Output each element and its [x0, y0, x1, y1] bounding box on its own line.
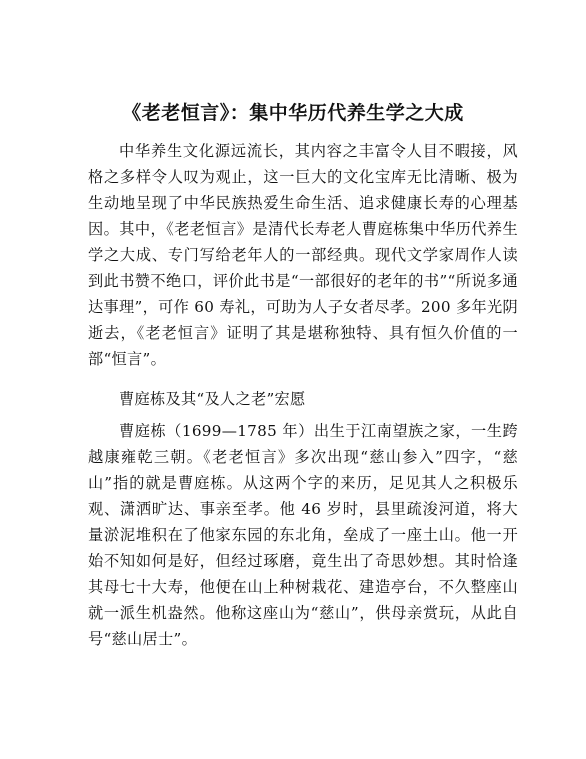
paragraph-2-container	[88, 418, 518, 652]
section-heading: 曹庭栋及其“及人之老”宏愿	[119, 390, 306, 408]
document-title: 《老老恒言》：集中华历代养生学之大成	[122, 102, 464, 124]
paragraph-1-container	[88, 138, 518, 372]
paragraph-2: 曹庭栋（1699—1785 年）出生于江南望族之家，一生跨越康雍乾三朝。《老老恒言》多次出现“慈山参入”四字，“慈山”指的就是曹庭栋。从这两个字的来历，足见其人之积极乐观、潇洒旷达、事亲至孝。他 46 岁时，县里疏浚河道，将大量淤泥堆积在了他家东园的东北角，垒成了一座土山。他一开始不知如何是好，但经过琢磨，竟生出了奇思妙想。其时恰逢其母七十大寿，他便在山上种树栽花、建造亭台，不久整座山就一派生机盎然。他称这座山为“慈山”，供母亲赏玩，从此自号“慈山居士”。	[88, 422, 518, 648]
paragraph-1: 中华养生文化源远流长，其内容之丰富令人目不暇接，风格之多样令人叹为观止，这一巨大的文化宝库无比清晰、极为生动地呈现了中华民族热爱生命生活、追求健康长寿的心理基因。其中，《老老恒言》是清代长寿老人曹庭栋集中华历代养生学之大成、专门写给老年人的一部经典。现代文学家周作人读到此书赞不绝口，评价此书是“一部很好的老年的书”“所说多通达事理”，可作 60 寿礼，可助为人子女者尽孝。200 多年光阴逝去，《老老恒言》证明了其是堪称独特、具有恒久价值的一部“恒言”。	[88, 142, 518, 368]
